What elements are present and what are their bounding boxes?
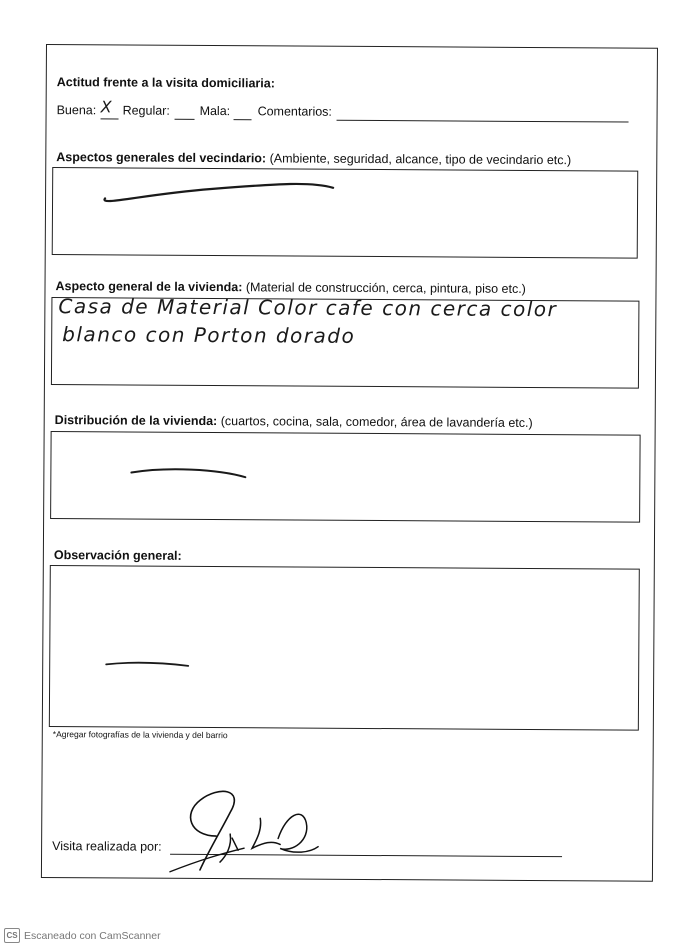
distribution-title: Distribución de la vivienda: bbox=[54, 413, 218, 429]
housing-handwriting-line-1: Casa de Material Color cafe con cerca color bbox=[58, 294, 558, 322]
regular-label: Regular: bbox=[122, 103, 170, 118]
good-label: Buena: bbox=[56, 103, 97, 118]
observation-footnote: *Agregar fotografías de la vivienda y del barrio bbox=[52, 729, 228, 741]
regular-blank[interactable] bbox=[175, 119, 195, 120]
neighborhood-title: Aspectos generales del vecindario: bbox=[56, 150, 267, 166]
signature-drawing bbox=[160, 778, 321, 879]
good-blank[interactable] bbox=[101, 118, 119, 119]
bad-blank[interactable] bbox=[234, 119, 252, 120]
neighborhood-heading bbox=[56, 150, 571, 167]
scanner-footer bbox=[4, 928, 161, 943]
neighborhood-hint: (Ambiente, seguridad, alcance, tipo de vecindario etc.) bbox=[269, 151, 572, 168]
visit-label: Visita realizada por: bbox=[52, 839, 162, 854]
attitude-title: Actitud frente a la visita domiciliaria: bbox=[56, 75, 275, 91]
form-sheet bbox=[41, 44, 658, 882]
observation-dash-stroke bbox=[102, 656, 202, 673]
bad-label: Mala: bbox=[199, 103, 231, 119]
distribution-hint: (cuartos, cocina, sala, comedor, área de lavandería etc.) bbox=[220, 414, 533, 430]
distribution-dash-stroke bbox=[127, 463, 257, 484]
housing-title: Aspecto general de la vivienda: bbox=[55, 279, 243, 295]
housing-box[interactable] bbox=[51, 294, 640, 389]
observation-title: Observación general: bbox=[53, 548, 182, 563]
neighborhood-dash-stroke bbox=[101, 176, 341, 207]
housing-handwriting-line-2: blanco con Porton dorado bbox=[62, 322, 356, 348]
neighborhood-box[interactable] bbox=[52, 167, 639, 259]
camscanner-logo-icon: CS bbox=[4, 928, 20, 943]
housing-hint: (Material de construcción, cerca, pintura, piso etc.) bbox=[245, 280, 526, 296]
distribution-heading bbox=[55, 413, 533, 430]
comments-label: Comentarios: bbox=[257, 104, 332, 119]
observation-box[interactable] bbox=[49, 565, 640, 731]
scanner-footer-text: Escaneado con CamScanner bbox=[24, 929, 161, 942]
good-mark: X bbox=[100, 97, 114, 117]
housing-heading bbox=[55, 279, 525, 296]
distribution-box[interactable] bbox=[50, 431, 641, 523]
comments-line[interactable] bbox=[337, 120, 629, 123]
